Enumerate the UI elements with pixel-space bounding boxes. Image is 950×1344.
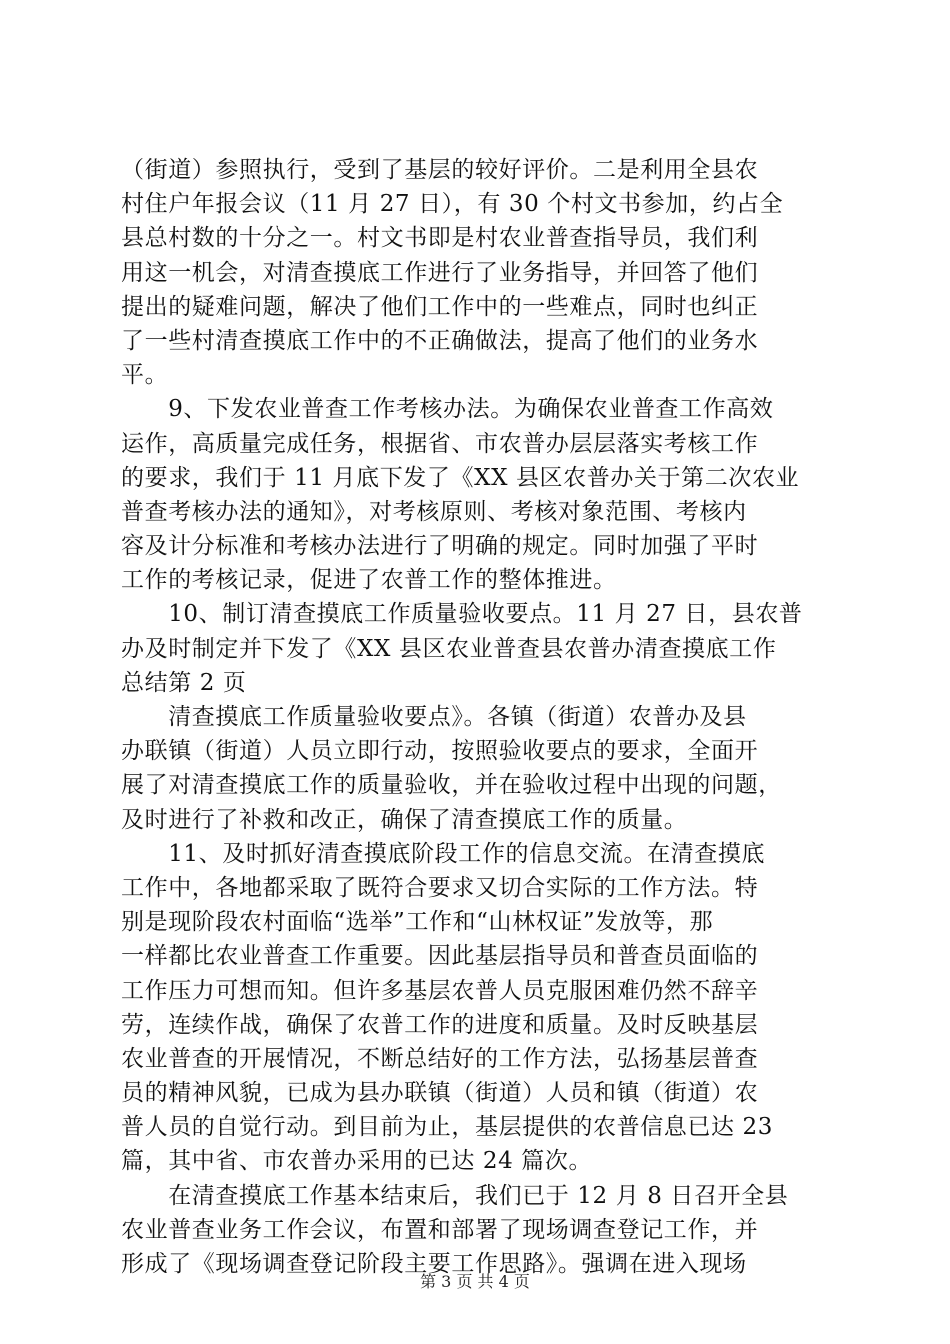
text-line: （街道）参照执行，受到了基层的较好评价。二是利用全县农 xyxy=(121,157,759,183)
text-line: 普人员的自觉行动。到目前为止，基层提供的农普信息已达 23 xyxy=(121,1114,773,1141)
page-number: 第 3 页 共 4 页 xyxy=(420,1272,530,1291)
text-line: 工作的考核记录，促进了农普工作的整体推进。 xyxy=(121,567,617,594)
text-line: 工作压力可想而知。但许多基层农普人员克服困难仍然不辞辛 xyxy=(121,977,759,1004)
text-line: 工作中，各地都采取了既符合要求又切合实际的工作方法。特 xyxy=(121,874,759,901)
text-line: 清查摸底工作质量验收要点》。各镇（街道）农普办及县 xyxy=(121,704,747,730)
text-line: 平。 xyxy=(121,362,169,389)
text-line: 容及计分标准和考核办法进行了明确的规定。同时加强了平时 xyxy=(121,533,759,560)
text-line: 的要求，我们于 11 月底下发了《XX 县区农普办关于第二次农业 xyxy=(121,464,800,491)
text-line: 别是现阶段农村面临“选举”工作和“山林权证”发放等，那 xyxy=(121,909,714,936)
text-line: 及时进行了补救和改正，确保了清查摸底工作的质量。 xyxy=(121,806,688,833)
text-line: 办及时制定并下发了《XX 县区农业普查县农普办清查摸底工作 xyxy=(121,635,777,662)
text-line: 办联镇（街道）人员立即行动，按照验收要点的要求，全面开 xyxy=(121,738,759,765)
text-line: 9、下发农业普查工作考核办法。为确保农业普查工作高效 xyxy=(121,396,774,423)
text-line: 县总村数的十分之一。村文书即是村农业普查指导员，我们利 xyxy=(121,225,759,252)
text-line: 形成了《现场调查登记阶段主要工作思路》。强调在进入现场 xyxy=(121,1251,747,1277)
text-line: 农业普查的开展情况，不断总结好的工作方法，弘扬基层普查 xyxy=(121,1045,759,1072)
document-body xyxy=(121,153,841,1281)
text-line: 村住户年报会议（11 月 27 日），有 30 个村文书参加，约占全 xyxy=(121,191,784,218)
text-line: 农业普查业务工作会议，布置和部署了现场调查登记工作，并 xyxy=(121,1216,759,1243)
text-line: 员的精神风貌，已成为县办联镇（街道）人员和镇（街道）农 xyxy=(121,1080,759,1107)
text-line: 展了对清查摸底工作的质量验收，并在验收过程中出现的问题， xyxy=(121,772,782,799)
text-line: 11、及时抓好清查摸底阶段工作的信息交流。在清查摸底 xyxy=(121,840,766,867)
text-line: 提出的疑难问题，解决了他们工作中的一些难点，同时也纠正 xyxy=(121,293,759,320)
text-line: 总结第 2 页 xyxy=(121,669,247,696)
text-line: 了一些村清查摸底工作中的不正确做法，提高了他们的业务水 xyxy=(121,327,759,354)
text-line: 用这一机会，对清查摸底工作进行了业务指导，并回答了他们 xyxy=(121,259,759,286)
text-line: 在清查摸底工作基本结束后，我们已于 12 月 8 日召开全县 xyxy=(121,1182,789,1209)
text-line: 10、制订清查摸底工作质量验收要点。11 月 27 日，县农普 xyxy=(121,601,803,628)
text-line: 劳，连续作战，确保了农普工作的进度和质量。及时反映基层 xyxy=(121,1011,759,1038)
text-line: 运作，高质量完成任务，根据省、市农普办层层落实考核工作 xyxy=(121,430,759,457)
page-footer xyxy=(0,1272,950,1292)
text-line: 篇，其中省、市农普办采用的已达 24 篇次。 xyxy=(121,1148,593,1175)
text-line: 普查考核办法的通知》，对考核原则、考核对象范围、考核内 xyxy=(121,498,747,525)
text-line: 一样都比农业普查工作重要。因此基层指导员和普查员面临的 xyxy=(121,943,759,970)
